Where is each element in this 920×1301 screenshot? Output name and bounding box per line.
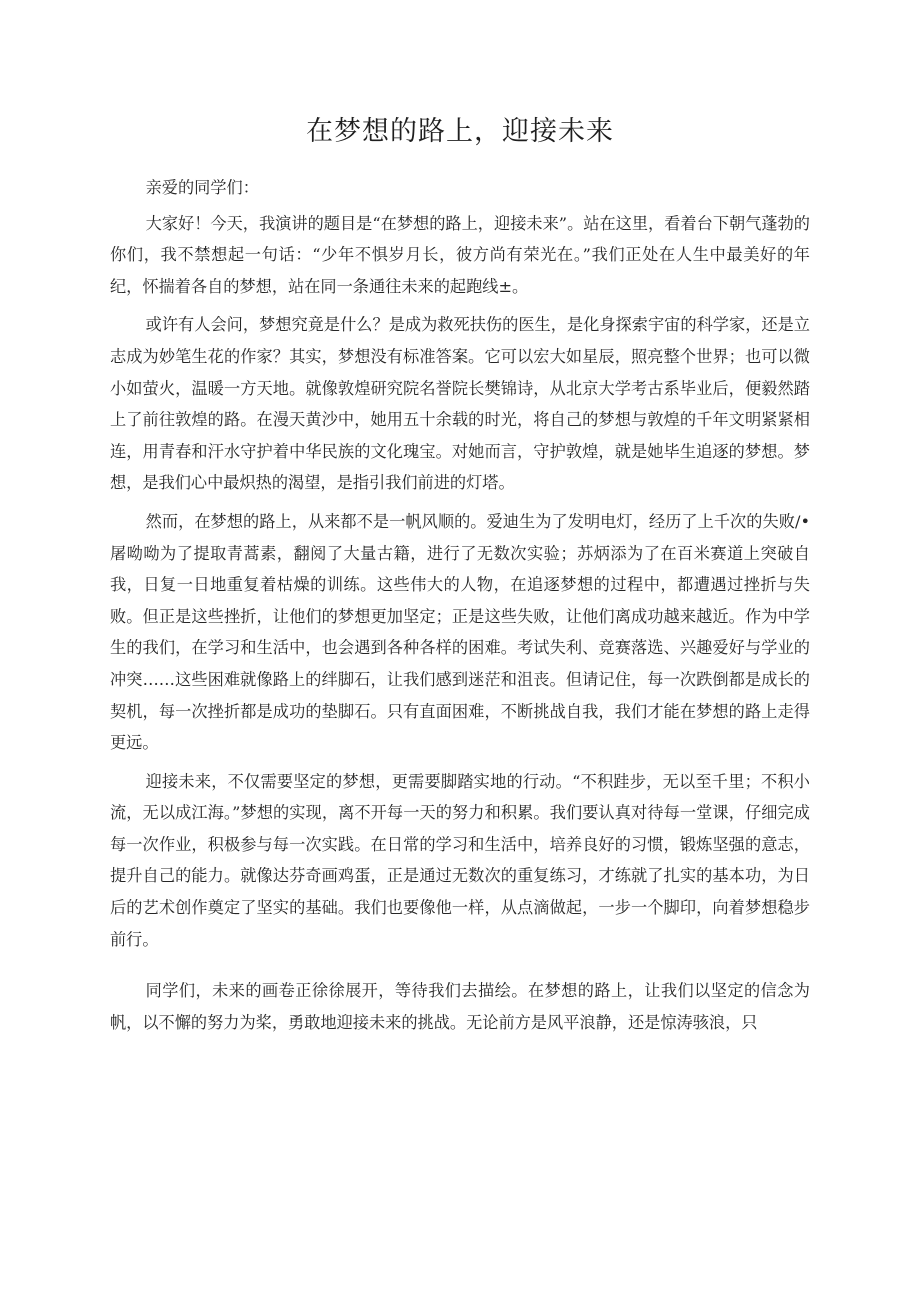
paragraph-1: 大家好！今天，我演讲的题目是“在梦想的路上，迎接未来”。站在这里，看着台下朝气蓬勃的你们，我不禁想起一句话：“少年不惧岁月长，彼方尚有荣光在。”我们正处在人生中最美好的年纪，怀揣着各自的梦想，站在同一条通往未来的起跑线±。: [110, 213, 810, 296]
salutation: 亲爱的同学们：: [145, 178, 259, 197]
paragraph-2: 或许有人会问，梦想究竟是什么？是成为救死扶伤的医生，是化身探索宇宙的科学家，还是立志成为妙笔生花的作家？其实，梦想没有标准答案。它可以宏大如星辰，照亮整个世界；也可以微小如萤火，温暖一方天地。就像敦煌研究院名誉院长樊锦诗，从北京大学考古系毕业后，便毅然踏上了前往敦煌的路。在漫天黄沙中，她用五十余载的时光，将自己的梦想与敦煌的千年文明紧紧相连，用青春和汗水守护着中华民族的文化瑰宝。对她而言，守护敦煌，就是她毕生追逐的梦想。梦想，是我们心中最炽热的渴望，是指引我们前进的灯塔。: [110, 315, 810, 493]
paragraph-4: 迎接未来，不仅需要坚定的梦想，更需要脚踏实地的行动。“不积跬步，无以至千里；不积小流，无以成江海。”梦想的实现，离不开每一天的努力和积累。我们要认真对待每一堂课，仔细完成每一次作业，积极参与每一次实践。在日常的学习和生活中，培养良好的习惯，锻炼坚强的意志，提升自己的能力。就像达芬奇画鸡蛋，正是通过无数次的重复练习，才练就了扎实的基本功，为日后的艺术创作奠定了坚实的基础。我们也要像他一样，从点滴做起，一步一个脚印，向着梦想稳步前行。: [110, 771, 810, 949]
document-body: [110, 172, 810, 1038]
document-title: 在梦想的路上，迎接未来: [306, 116, 614, 147]
paragraph-5: 同学们，未来的画卷正徐徐展开，等待我们去描绘。在梦想的路上，让我们以坚定的信念为帆，以不懈的努力为桨，勇敢地迎接未来的挑战。无论前方是风平浪静，还是惊涛骇浪，只: [110, 981, 810, 1032]
paragraph-3: 然而，在梦想的路上，从来都不是一帆风顺的。爱迪生为了发明电灯，经历了上千次的失败/•屠呦呦为了提取青蒿素，翻阅了大量古籍，进行了无数次实验；苏炳添为了在百米赛道上突破自我，日复一日地重复着枯燥的训练。这些伟大的人物，在追逐梦想的过程中，都遭遇过挫折与失败。但正是这些挫折，让他们的梦想更加坚定；正是这些失败，让他们离成功越来越近。作为中学生的我们，在学习和生活中，也会遇到各种各样的困难。考试失利、竞赛落选、兴趣爱好与学业的冲突……这些困难就像路上的绊脚石，让我们感到迷茫和沮丧。但请记住，每一次跌倒都是成长的契机，每一次挫折都是成功的垫脚石。只有直面困难，不断挑战自我，我们才能在梦想的路上走得更远。: [110, 511, 810, 753]
